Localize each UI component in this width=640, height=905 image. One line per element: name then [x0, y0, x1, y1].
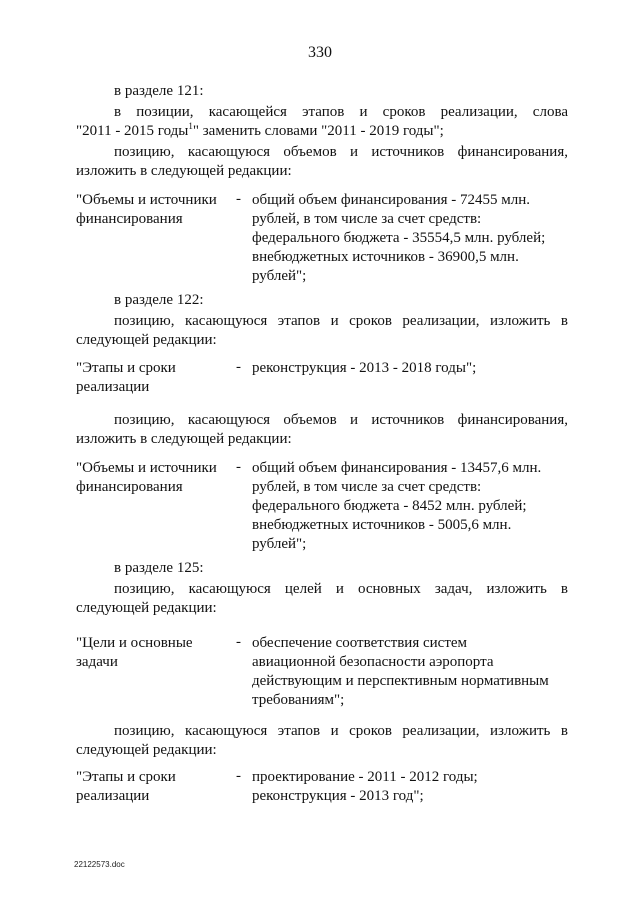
label-line: реализации [76, 788, 150, 804]
paragraph-line: изложить в следующей редакции: [76, 431, 292, 447]
label-line: реализации [76, 379, 150, 395]
paragraph-line: позицию, касающуюся объемов и источников финансирования, [114, 412, 568, 428]
position-value [252, 191, 572, 286]
paragraph-line: позицию, касающуюся этапов и сроков реализации, изложить в [114, 313, 568, 329]
paragraph-line [76, 122, 444, 140]
value-line: рублей, в том числе за счет средств: [252, 211, 482, 227]
label-line: "Объемы и источники [76, 460, 217, 476]
position-value [252, 634, 572, 710]
value-line: действующим и перспективным нормативным [252, 673, 549, 689]
page-number: 330 [308, 44, 332, 61]
value-line: внебюджетных источников - 36900,5 млн. [252, 249, 519, 265]
position-table [0, 191, 640, 291]
paragraph-line: следующей редакции: [76, 600, 217, 616]
value-line: обеспечение соответствия систем [252, 635, 468, 651]
position-table [0, 768, 640, 808]
value-line: проектирование - 2011 - 2012 годы; [252, 769, 478, 785]
position-value [252, 768, 572, 806]
dash: - [236, 634, 241, 650]
value-line: внебюджетных источников - 5005,6 млн. [252, 517, 512, 533]
label-line: "Этапы и сроки [76, 360, 176, 376]
paragraph-line: позицию, касающуюся объемов и источников финансирования, [114, 144, 568, 160]
label-line: задачи [76, 654, 118, 670]
paragraph-line: следующей редакции: [76, 742, 217, 758]
position-value [252, 359, 572, 378]
value-line: общий объем финансирования - 72455 млн. [252, 192, 531, 208]
value-line: федерального бюджета - 8452 млн. рублей; [252, 498, 527, 514]
position-table [0, 359, 640, 399]
footnote-mark: 1 [188, 121, 193, 131]
value-line: рублей"; [252, 536, 307, 552]
paragraph-line: в позиции, касающейся этапов и сроков реализации, слова [114, 104, 568, 120]
label-line: финансирования [76, 479, 183, 495]
quoted-text: "2011 - 2015 годы [76, 123, 189, 139]
position-value [252, 459, 572, 554]
position-label [76, 191, 236, 229]
label-line: "Объемы и источники [76, 192, 217, 208]
value-line: общий объем финансирования - 13457,6 млн. [252, 460, 542, 476]
paragraph-line: позицию, касающуюся этапов и сроков реализации, изложить в [114, 723, 568, 739]
value-line: федерального бюджета - 35554,5 млн. рублей; [252, 230, 546, 246]
label-line: "Этапы и сроки [76, 769, 176, 785]
quoted-text: " заменить словами "2011 - 2019 годы"; [192, 123, 444, 139]
value-line: реконструкция - 2013 год"; [252, 788, 424, 804]
position-label [76, 359, 236, 397]
paragraph-line: позицию, касающуюся целей и основных задач, изложить в [114, 581, 568, 597]
position-table [0, 459, 640, 559]
paragraph-line: следующей редакции: [76, 332, 217, 348]
value-line: требованиям"; [252, 692, 345, 708]
paragraph-line: изложить в следующей редакции: [76, 163, 292, 179]
dash: - [236, 359, 241, 375]
dash: - [236, 191, 241, 207]
value-line: рублей"; [252, 268, 307, 284]
section-heading: в разделе 121: [114, 83, 204, 99]
position-table [0, 634, 640, 714]
dash: - [236, 768, 241, 784]
label-line: финансирования [76, 211, 183, 227]
footer-filename: 22122573.doc [74, 860, 125, 869]
dash: - [236, 459, 241, 475]
value-line: авиационной безопасности аэропорта [252, 654, 494, 670]
position-label [76, 634, 236, 672]
label-line: "Цели и основные [76, 635, 193, 651]
value-line: рублей, в том числе за счет средств: [252, 479, 482, 495]
position-label [76, 459, 236, 497]
position-label [76, 768, 236, 806]
value-line: реконструкция - 2013 - 2018 годы"; [252, 360, 477, 376]
section-heading: в разделе 122: [114, 292, 204, 308]
section-heading: в разделе 125: [114, 560, 204, 576]
